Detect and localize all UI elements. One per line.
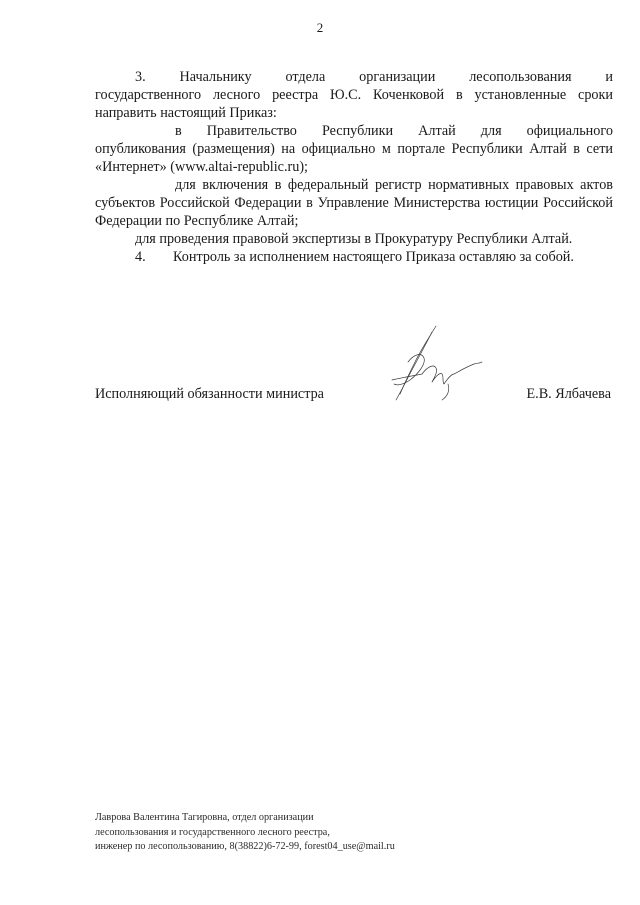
item-4 xyxy=(95,248,613,266)
executor-line: инженер по лесопользованию, 8(38822)6-72-99, forest04_use@mail.ru xyxy=(95,841,395,852)
signer-name: Е.В. Ялбачева xyxy=(526,386,611,402)
item-3-first-line xyxy=(95,68,613,86)
sub-item-1-first-line xyxy=(95,122,613,140)
item-3-continuation: государственного лесного реестра Ю.С. Коченковой в установленные сроки направить настоящий Приказ: xyxy=(95,87,613,121)
item-3-word: Начальнику xyxy=(179,69,252,85)
page-number: 2 xyxy=(316,20,324,35)
sub-item-1-word: Правительство xyxy=(206,123,297,139)
sub-item-1-word: в xyxy=(175,123,182,139)
order-body xyxy=(95,68,613,266)
item-3-word: отдела xyxy=(285,69,326,85)
item-3-word: и xyxy=(605,69,613,85)
item-3-word: организации xyxy=(359,69,436,85)
sub-item-1-continuation: опубликования (размещения) на официально м портале Республики Алтай в сети «Интернет» (www.altai-republic.ru); xyxy=(95,141,613,175)
sub-item-1-word: для xyxy=(480,123,502,139)
sub-item-1-word: Алтай xyxy=(418,123,456,139)
sub-item-3: для проведения правовой экспертизы в Прокуратуру Республики Алтай. xyxy=(135,231,573,247)
item-4-text: Контроль за исполнением настоящего Приказа оставляю за собой. xyxy=(173,249,574,265)
signature-block xyxy=(95,386,613,406)
executor-line: Лаврова Валентина Тагировна, отдел организации xyxy=(95,812,314,823)
sub-item-2: для включения в федеральный регистр нормативных правовых актов субъектов Российской Федерации в Управление Министерства юстиции Российской Федерации по Республике Алтай; xyxy=(95,177,613,229)
executor-note xyxy=(95,811,395,855)
signer-title: Исполняющий обязанности министра xyxy=(95,386,324,402)
item-4-number: 4. xyxy=(135,249,146,265)
item-3-word: лесопользования xyxy=(469,69,572,85)
sub-item-1-word: Республики xyxy=(321,123,394,139)
sub-item-1-word: официального xyxy=(526,123,613,139)
executor-line: лесопользования и государственного лесного реестра, xyxy=(95,826,330,838)
item-3-number: 3. xyxy=(135,69,146,85)
